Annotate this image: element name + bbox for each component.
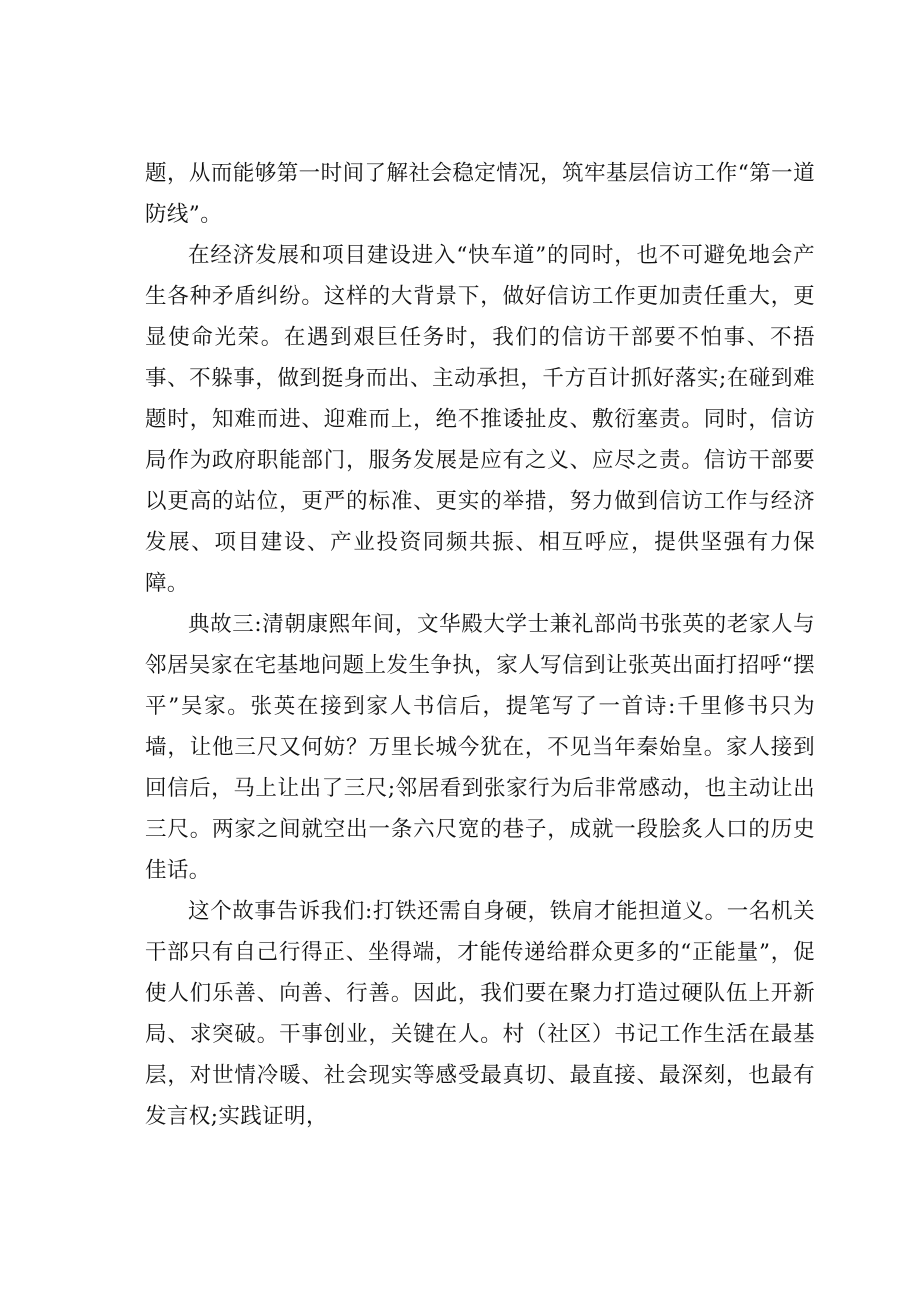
paragraph-4: 这个故事告诉我们:打铁还需自身硬，铁肩才能担道义。一名机关干部只有自己行得正、坐得端，才能传递给群众更多的“正能量”，促使人们乐善、向善、行善。因此，我们要在聚力打造过硬队伍上开新局、求突破。干事创业，关键在人。村（社区）书记工作生活在最基层，对世情冷暖、社会现实等感受最真切、最直接、最深刻，也最有发言权;实践证明，: [145, 899, 815, 1129]
paragraph-3: 典故三:清朝康熙年间，文华殿大学士兼礼部尚书张英的老家人与邻居吴家在宅基地问题上发生争执，家人写信到让张英出面打招呼“摆平”吴家。张英在接到家人书信后，提笔写了一首诗:千里修书只为墙，让他三尺又何妨？万里长城今犹在，不见当年秦始皇。家人接到回信后，马上让出了三尺;邻居看到张家行为后非常感动，也主动让出三尺。两家之间就空出一条六尺宽的巷子，成就一段脍炙人口的历史佳话。: [145, 612, 815, 883]
paragraph-2: 在经济发展和项目建设进入“快车道”的同时，也不可避免地会产生各种矛盾纠纷。这样的大背景下，做好信访工作更加责任重大，更显使命光荣。在遇到艰巨任务时，我们的信访干部要不怕事、不捂事、不躲事，做到挺身而出、主动承担，千方百计抓好落实;在碰到难题时，知难而进、迎难而上，绝不推诿扯皮、敷衍塞责。同时，信访局作为政府职能部门，服务发展是应有之义、应尽之责。信访干部要以更高的站位，更严的标准、更实的举措，努力做到信访工作与经济发展、项目建设、产业投资同频共振、相互呼应，提供坚强有力保障。: [145, 243, 815, 596]
paragraph-1: 题，从而能够第一时间了解社会稳定情况，筑牢基层信访工作“第一道防线”。: [145, 161, 815, 227]
document-body: [145, 153, 815, 1137]
